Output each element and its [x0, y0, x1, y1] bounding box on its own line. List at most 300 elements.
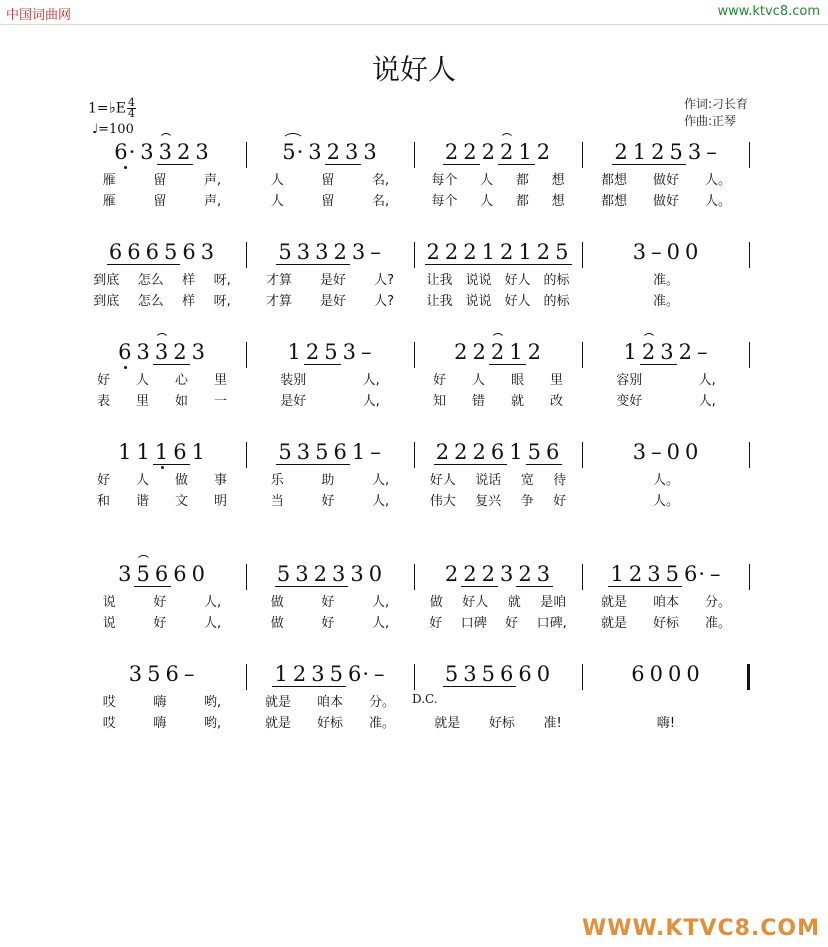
lyric-word: 是咱	[540, 595, 567, 610]
note: 3	[350, 562, 365, 586]
barline	[246, 342, 247, 368]
note: 5	[669, 140, 684, 164]
lyric-word: 名,	[372, 173, 390, 188]
lyric-cell	[246, 370, 414, 391]
note: –	[706, 140, 718, 164]
lyric-cell	[582, 491, 750, 512]
lyric-cell	[582, 592, 750, 613]
note: 6·	[683, 562, 707, 586]
measure	[78, 562, 246, 592]
lyric-cell	[78, 391, 246, 412]
measure	[582, 140, 750, 170]
lyric-word: 好	[153, 595, 167, 610]
lyric-word: 里	[135, 394, 149, 409]
lyric-word: 是好	[320, 273, 347, 288]
measure	[246, 440, 414, 470]
lyric-word: 都	[515, 173, 529, 188]
measure	[78, 440, 246, 470]
barline	[582, 564, 583, 590]
measure-row	[78, 562, 750, 592]
lyric-word: 人,	[372, 473, 390, 488]
barline-end	[749, 564, 750, 590]
lyric-word: 名,	[372, 194, 390, 209]
lyric-cell	[246, 170, 414, 191]
barline	[414, 442, 415, 468]
lyric-word: 好标	[316, 716, 343, 731]
lyric-word: 好	[96, 473, 110, 488]
note-group	[418, 140, 578, 170]
lyric-cell	[582, 370, 750, 391]
lyric-word: 准。	[652, 273, 679, 288]
barline	[582, 242, 583, 268]
barline-end	[749, 142, 750, 168]
lyric-line	[78, 592, 750, 613]
lyric-word: 人,	[372, 494, 390, 509]
barline-end	[747, 664, 750, 690]
note: 5	[324, 340, 339, 364]
barline	[414, 142, 415, 168]
lyric-cell	[582, 291, 750, 312]
lyric-cell	[414, 270, 582, 291]
note-group	[250, 562, 410, 592]
note: 6·	[114, 140, 137, 164]
note: 3	[195, 140, 210, 164]
music-system	[78, 140, 750, 212]
barline	[582, 442, 583, 468]
lyric-word: 做	[429, 595, 443, 610]
note: 3	[118, 562, 133, 586]
measure	[78, 340, 246, 370]
lyric-word: 是好	[320, 294, 347, 309]
note: 6	[154, 562, 170, 586]
lyric-word: 声,	[204, 194, 222, 209]
note: 6	[545, 440, 561, 464]
lyric-word: 都想	[600, 194, 627, 209]
note: 6	[173, 440, 188, 464]
note: 3	[363, 140, 378, 164]
lyric-cell	[78, 170, 246, 191]
note: 6	[518, 662, 533, 686]
measure	[414, 140, 582, 170]
note: 3	[296, 240, 312, 264]
lyric-word: 说	[102, 595, 116, 610]
barline	[246, 242, 247, 268]
lyric-word: 知	[432, 394, 446, 409]
lyric-word: 呀,	[213, 273, 231, 288]
note: 5	[164, 240, 179, 264]
measure	[414, 440, 582, 470]
lyric-word: 装别	[280, 373, 307, 388]
lyric-word: 变好	[616, 394, 643, 409]
lyric-word: 就	[507, 595, 521, 610]
lyric-cell	[246, 613, 414, 634]
barline-end	[749, 342, 750, 368]
lyric-cell	[414, 191, 582, 212]
lyric-word: 好	[429, 616, 443, 631]
note: 2	[628, 562, 644, 586]
lyric-word: 好标	[488, 716, 515, 731]
lyric-cell	[78, 291, 246, 312]
note-group	[82, 562, 242, 592]
meter-denominator: 4	[127, 107, 135, 120]
note: 0	[666, 440, 681, 464]
note: 2	[454, 340, 469, 364]
lyric-word: 留	[321, 194, 335, 209]
measure-row	[78, 440, 750, 470]
note: 6	[127, 240, 142, 264]
note: 6	[118, 340, 133, 364]
lyric-cell	[414, 491, 582, 512]
lyric-line	[78, 370, 750, 391]
note: 2	[326, 140, 342, 164]
note: 3	[140, 140, 155, 164]
lyric-word: 好	[321, 595, 335, 610]
lyric-word: 人。	[704, 194, 731, 209]
lyric-word: 分。	[704, 595, 731, 610]
note: 1	[632, 140, 648, 164]
lyric-word: 就	[510, 394, 524, 409]
lyric-word: 好	[432, 373, 446, 388]
barline-end	[749, 242, 750, 268]
note-group	[82, 662, 242, 692]
note: 5	[276, 562, 292, 586]
lyric-cell	[414, 592, 582, 613]
note: 2	[472, 340, 487, 364]
lyric-cell	[414, 170, 582, 191]
lyric-word: 待	[553, 473, 567, 488]
note: 2	[444, 240, 460, 264]
note: 1	[191, 440, 206, 464]
note: 2	[472, 440, 487, 464]
note: –	[370, 440, 382, 464]
lyric-word: 嗨	[153, 695, 167, 710]
tempo-value: =100	[98, 122, 134, 137]
note: 0	[666, 240, 681, 264]
note: 6	[333, 440, 348, 464]
note-group	[82, 440, 242, 470]
note: 1	[518, 140, 533, 164]
lyric-line	[78, 491, 750, 512]
time-signature	[127, 98, 136, 119]
lyric-word: 文	[174, 494, 188, 509]
lyric-word: 心	[174, 373, 188, 388]
note: 5	[665, 562, 680, 586]
note: 3	[158, 140, 174, 164]
lyric-word: 好	[505, 616, 519, 631]
note: 3	[295, 562, 310, 586]
measure-row	[78, 662, 750, 692]
lyric-word: 好人	[462, 595, 489, 610]
note: 0	[536, 662, 552, 686]
lyric-word: 人。	[652, 473, 679, 488]
lyric-cell	[78, 491, 246, 512]
lyric-word: 就是	[264, 695, 291, 710]
note: 3	[332, 562, 347, 586]
lyric-cell	[582, 170, 750, 191]
lyric-word: 的标	[543, 273, 570, 288]
lyric-word: 准。	[704, 616, 731, 631]
note-group	[586, 240, 746, 270]
lyric-word: 和	[96, 494, 110, 509]
lyric-word: 谐	[135, 494, 149, 509]
page-title: 说好人	[371, 53, 456, 86]
lyric-cell	[414, 391, 582, 412]
lyric-word: 嗨	[153, 716, 167, 731]
lyricist-label: 作词:刁长育	[683, 97, 748, 111]
note: –	[361, 340, 373, 364]
lyric-cell	[582, 613, 750, 634]
music-system	[78, 340, 750, 412]
lyric-word: 助	[321, 473, 335, 488]
lyric-line	[78, 191, 750, 212]
note: 3	[500, 562, 515, 586]
lyric-word: 里	[549, 373, 563, 388]
lyric-word: 分。	[368, 695, 395, 710]
measure	[78, 240, 246, 270]
lyric-line	[78, 270, 750, 291]
lyric-word: 呀,	[213, 294, 231, 309]
site-name-label: 中国词曲网	[6, 8, 72, 23]
note: 2	[463, 140, 478, 164]
note: 6	[182, 240, 197, 264]
note: 3	[308, 140, 323, 164]
lyric-word: 好人	[429, 473, 456, 488]
measure	[246, 140, 414, 170]
note: 3	[200, 240, 216, 264]
note: 6	[173, 562, 188, 586]
note-group	[418, 562, 578, 592]
lyric-word: 宽	[520, 473, 534, 488]
note: 5	[315, 440, 330, 464]
lyric-word: 好	[321, 616, 335, 631]
note: 6	[108, 240, 124, 264]
lyric-word: 容别	[616, 373, 643, 388]
note-group	[250, 140, 410, 170]
lyric-word: 让我	[426, 294, 453, 309]
lyric-line	[78, 391, 750, 412]
lyric-word: 每个	[431, 173, 458, 188]
lyric-cell	[246, 692, 414, 713]
lyric-word: 事	[213, 473, 227, 488]
lyric-word: 人,	[372, 595, 390, 610]
barline	[246, 142, 247, 168]
lyric-word: 人,	[698, 373, 716, 388]
note: 2	[444, 140, 460, 164]
measure	[414, 562, 582, 592]
note: 6	[145, 240, 160, 264]
lyric-word: 好标	[652, 616, 679, 631]
barline	[414, 242, 415, 268]
note: 5	[278, 240, 293, 264]
top-bar	[0, 0, 828, 25]
lyric-word: 都	[515, 194, 529, 209]
lyric-word: 人	[135, 373, 149, 388]
note-group	[418, 440, 578, 470]
lyric-word: 口碑	[460, 616, 487, 631]
note: 0	[684, 440, 700, 464]
lyric-word: 改	[549, 394, 563, 409]
lyric-cell	[582, 391, 750, 412]
lyric-word: 哟,	[204, 695, 222, 710]
lyric-word: 说说	[465, 273, 492, 288]
lyric-word: 人	[471, 373, 485, 388]
note: 2	[313, 562, 328, 586]
note: 2	[305, 340, 321, 364]
barline-end	[749, 442, 750, 468]
note-group	[82, 140, 242, 170]
note: 3	[154, 340, 170, 364]
note-group	[82, 240, 242, 270]
lyric-word: 做	[174, 473, 188, 488]
lyric-line	[78, 291, 750, 312]
lyric-word: 好	[321, 494, 335, 509]
lyric-word: 说说	[465, 294, 492, 309]
note: 2	[614, 140, 629, 164]
watermark-label: WWW.KTVC8.COM	[582, 916, 820, 941]
lyric-word: 样	[182, 273, 196, 288]
note: 2	[500, 240, 515, 264]
note-group	[586, 662, 746, 692]
lyric-cell	[246, 391, 414, 412]
lyric-word: 咱本	[316, 695, 343, 710]
note: 6	[500, 662, 515, 686]
lyric-cell	[414, 613, 582, 634]
lyric-cell	[246, 270, 414, 291]
measure	[78, 662, 246, 692]
note-group	[418, 662, 578, 692]
note: 1	[154, 440, 170, 464]
quarter-note-icon: ♩	[92, 122, 99, 137]
lyric-word: 人。	[652, 494, 679, 509]
note: 1	[481, 240, 496, 264]
note: –	[183, 662, 196, 686]
lyric-word: 好	[553, 494, 567, 509]
lyric-word: 说	[102, 616, 116, 631]
note: –	[374, 662, 386, 686]
note: 6	[165, 662, 180, 686]
lyric-cell	[246, 713, 414, 734]
note: 2	[173, 340, 188, 364]
lyric-word: 争	[520, 494, 534, 509]
measure	[414, 340, 582, 370]
note: 1	[274, 662, 289, 686]
lyric-word: 明	[213, 494, 227, 509]
measure	[414, 662, 582, 692]
note-group	[586, 140, 746, 170]
note: 1	[509, 340, 524, 364]
lyric-word: 哎	[102, 695, 116, 710]
lyric-word: 错	[471, 394, 485, 409]
note: 0	[686, 662, 701, 686]
measure	[414, 240, 582, 270]
note: –	[697, 340, 709, 364]
barline	[246, 664, 247, 690]
lyric-word: 表	[96, 394, 110, 409]
note: 2	[536, 140, 552, 164]
key-signature	[88, 98, 136, 119]
lyric-cell	[246, 592, 414, 613]
note: 2	[333, 240, 348, 264]
lyric-cell	[582, 713, 750, 734]
note: 1	[287, 340, 302, 364]
lyric-word: 好人	[504, 294, 531, 309]
lyric-word: 雁	[102, 194, 116, 209]
site-url-label[interactable]: www.ktvc8.com	[717, 4, 820, 19]
note: 1	[118, 440, 133, 464]
measure	[246, 662, 414, 692]
note: 3	[351, 240, 367, 264]
note: 3	[345, 140, 360, 164]
note: 3	[311, 662, 326, 686]
note: 3	[191, 340, 206, 364]
note: 3	[536, 562, 552, 586]
lyric-word: 里	[213, 373, 227, 388]
lyric-word: 就是	[434, 716, 461, 731]
lyric-cell	[582, 692, 750, 713]
note: 5	[444, 662, 460, 686]
barline	[246, 564, 247, 590]
lyric-cell	[582, 270, 750, 291]
note-group	[82, 340, 242, 370]
lyric-word: 留	[321, 173, 335, 188]
lyric-word: 如	[174, 394, 188, 409]
note-group	[418, 340, 578, 370]
lyric-word: 人?	[374, 273, 394, 288]
lyric-word: 一	[213, 394, 227, 409]
lyric-word: 准。	[368, 716, 395, 731]
note: 3	[632, 440, 648, 464]
note: –	[370, 240, 382, 264]
lyric-line	[78, 713, 750, 734]
lyric-word: 留	[153, 194, 167, 209]
lyric-word: 咱本	[652, 595, 679, 610]
lyric-word: 口碑,	[536, 616, 567, 631]
lyric-cell	[78, 713, 246, 734]
note: 3	[632, 240, 648, 264]
tempo-marking	[92, 122, 134, 137]
lyric-word: 是好	[280, 394, 307, 409]
note: –	[710, 562, 722, 586]
note: 1	[136, 440, 151, 464]
measure	[582, 562, 750, 592]
lyric-cell	[414, 291, 582, 312]
lyric-cell	[414, 692, 582, 713]
lyric-cell	[78, 370, 246, 391]
note-group	[586, 340, 746, 370]
lyric-word: 的标	[543, 294, 570, 309]
lyric-word: 人,	[372, 616, 390, 631]
note-group	[586, 562, 746, 592]
lyric-word: 做好	[652, 173, 679, 188]
lyric-cell	[582, 191, 750, 212]
note: 2	[651, 140, 666, 164]
measure	[582, 662, 750, 692]
note: 2	[641, 340, 657, 364]
lyric-word: 哎	[102, 716, 116, 731]
music-system	[78, 562, 750, 634]
lyric-word: 到底	[93, 273, 120, 288]
note: 5	[278, 440, 293, 464]
measure	[246, 562, 414, 592]
note: 2	[500, 140, 515, 164]
lyric-word: 到底	[93, 294, 120, 309]
lyric-word: 人,	[362, 373, 380, 388]
note: 2	[463, 240, 478, 264]
measure	[246, 340, 414, 370]
composer-label: 作曲:正琴	[683, 114, 736, 128]
note-group	[586, 440, 746, 470]
lyric-word: 就是	[264, 716, 291, 731]
